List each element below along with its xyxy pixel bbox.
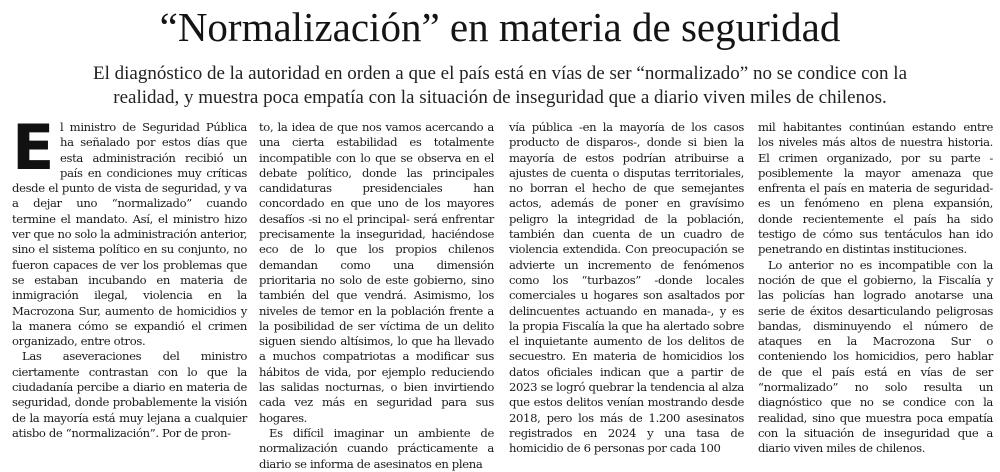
article-column-2: [259, 120, 494, 472]
paragraph: to, la idea de que nos vamos acercando a una cierta estabilidad es totalmente incompatible con lo que se observa en el debate político, donde las principales candidaturas presidenciales han concordado en que uno de los mayores desafíos -si no el principal- será enfrentar precisamente la inseguridad, haciéndose eco de lo que los propios chilenos demandan como una dimensión prioritaria no solo de este gobierno, sino también del que vendrá. Asimismo, los niveles de temor en la población frente a la posibilidad de ser víctima de un delito siguen siendo altísimos, lo que ha llevado a muchos compatriotas a modificar sus hábitos de vida, por ejemplo reduciendo las salidas nocturnas, o bien invirtiendo cada vez más en seguridad para sus hogares.: [259, 120, 494, 425]
paragraph: Las aseveraciones del ministro ciertamente contrastan con lo que la ciudadanía percibe a diario en materia de seguridad, donde probablemente la visión de la mayoría está muy lejana a cualquier atisbo de “normalización”. Por de pron-: [12, 349, 247, 440]
paragraph: mil habitantes continúan estando entre los niveles más altos de nuestra historia. El crimen organizado, por su parte -posiblemente la mayor amenaza que enfrenta el país en materia de seguridad- es un fenómeno en plena expansión, donde recientemente el país ha sido testigo de cómo sus tentáculos han ido penetrando en distintas instituciones.: [758, 120, 993, 257]
paragraph: l ministro de Seguridad Pública ha señalado por estos días que esta administración recibió un país en condiciones muy críticas desde el punto de vista de seguridad, y va a dejar uno “normalizado” cuando termine el mandato. Así, el ministro hizo ver que no solo la administración anterior, sino el sistema político en su conjunto, no fueron capaces de ver los problemas que se estaban incubando en materia de inmigración ilegal, violencia en la Macrozona Sur, aumento de homicidios y la manera cómo se expandió el crimen organizado, entre otros.: [12, 120, 247, 349]
deck-subtitle: El diagnóstico de la autoridad en orden a que el país está en vías de ser “normalizado” no se condice con la realidad, y muestra poca empatía con la situación de inseguridad que a diario viven miles de chilenos.: [92, 63, 908, 108]
paragraph: vía pública -en la mayoría de los casos producto de disparos-, donde si bien la mayoría de estos podrían atribuirse a ajustes de cuenta o disputas territoriales, no borran el hecho de que semejantes actos, además de poner en gravísimo peligro la integridad de la población, también dan cuenta de un cuadro de violencia extendida. Con preocupación se advierte un incremento de fenómenos como los “turbazos” -donde locales comerciales u hogares son asaltados por delincuentes actuando en manada-, y es la propia Fiscalía la que ha alertado sobre el inquietante aumento de los delitos de secuestro. En materia de homicidios los datos oficiales indican que a partir de 2023 se logró quebrar la tendencia al alza que estos delitos venían mostrando desde 2018, pero los más de 1.200 asesinatos registrados en 2024 y una tasa de homicidio de 6 personas por cada 100: [509, 120, 744, 456]
paragraph: Lo anterior no es incompatible con la noción de que el gobierno, la Fiscalía y las policías han logrado anotarse una serie de éxitos desarticulando peligrosas bandas, disminuyendo el número de ataques en la Macrozona Sur o conteniendo los homicidios, pero hablar de que el país está en vías de ser “normalizado” no solo resulta un diagnóstico que no se condice con la realidad, sino que muestra poca empatía con la situación de inseguridad que a diario viven miles de chilenos.: [758, 257, 993, 456]
article-column-1: [12, 111, 247, 441]
article-column-4: [758, 120, 993, 457]
headline: “Normalización” en materia de seguridad: [159, 4, 841, 50]
article-column-3: [509, 120, 744, 457]
paragraph: Es difícil imaginar un ambiente de normalización cuando prácticamente a diario se informa de asesinatos en plena: [259, 425, 494, 471]
drop-cap: E: [12, 111, 55, 184]
